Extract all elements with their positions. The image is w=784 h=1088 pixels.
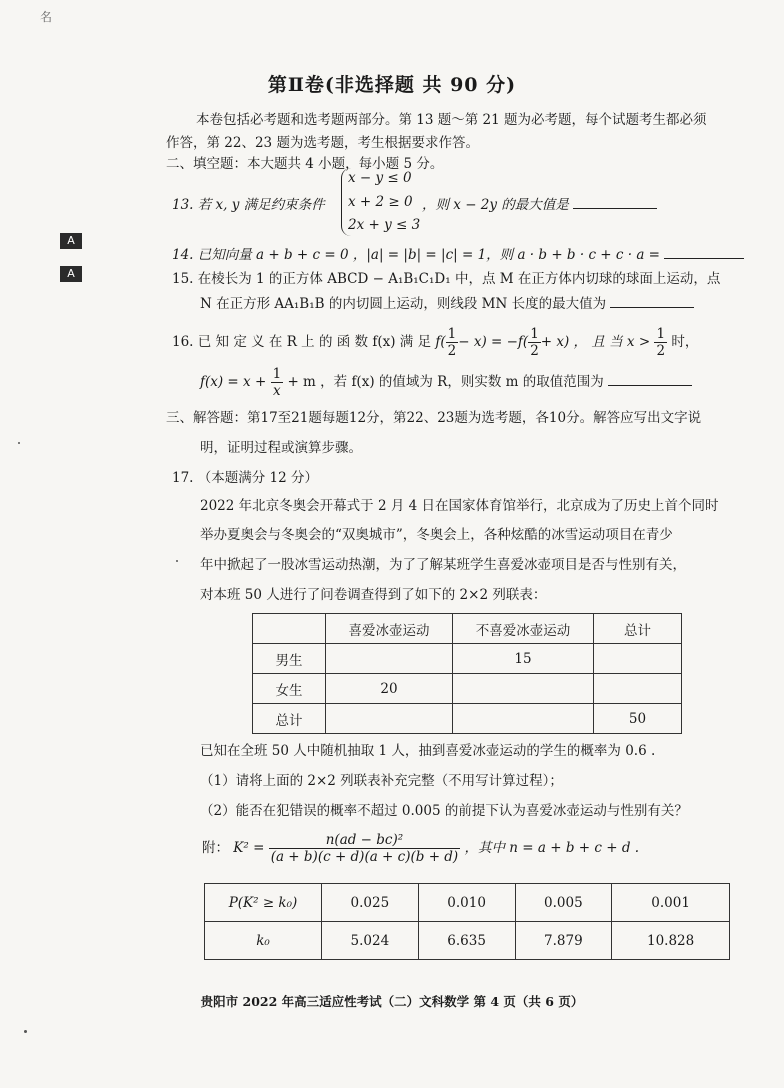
table-cell: 男生 xyxy=(253,644,326,674)
side-tab-marker: A xyxy=(60,233,82,249)
constraint-3: 2x + y ≤ 3 xyxy=(348,217,421,233)
scan-speck xyxy=(176,560,178,562)
fraction-numerator: 1 xyxy=(447,326,457,342)
table-header-cell: 不喜爱冰壶运动 xyxy=(453,614,594,644)
table-row xyxy=(253,704,682,734)
question-15-line2 xyxy=(200,292,694,312)
section-title: 第Ⅱ卷(非选择题 共 90 分) xyxy=(267,74,517,96)
question-13-text: 13. 若 x, y 满足约束条件 xyxy=(172,197,325,213)
side-tab-marker: A xyxy=(60,266,82,282)
question-16-mid2: + x) ， 且 当 x > xyxy=(540,334,651,350)
fraction-denominator: 2 xyxy=(530,343,539,359)
table-row xyxy=(253,644,682,674)
answer-blank xyxy=(610,307,694,308)
formula-line xyxy=(202,832,639,865)
table-cell: 5.024 xyxy=(322,922,419,960)
table-header-row xyxy=(253,614,682,644)
question-16-line2 xyxy=(200,366,692,399)
fraction-one-over-x xyxy=(271,366,284,399)
answer-blank xyxy=(664,258,744,259)
page-footer: 贵阳市 2022 年高三适应性考试（二）文科数学 第 4 页（共 6 页） xyxy=(200,994,584,1009)
fraction-denominator: 2 xyxy=(447,343,457,359)
formula-numerator: n(ad − bc)² xyxy=(269,832,461,849)
question-17-sub2: （2）能否在犯错误的概率不超过 0.005 的前提下认为喜爱冰壶运动与性别有关？ xyxy=(200,803,688,819)
constraint-2: x + 2 ≥ 0 xyxy=(348,194,413,210)
table-cell xyxy=(453,704,594,734)
table-row xyxy=(205,884,730,922)
fraction-half xyxy=(446,326,459,359)
table-cell: k₀ xyxy=(205,922,322,960)
question-16-line1 xyxy=(172,326,698,359)
formula-label: 附： xyxy=(202,840,229,856)
table-cell: 0.025 xyxy=(322,884,419,922)
table-cell: 0.001 xyxy=(612,884,730,922)
scan-speck xyxy=(18,442,20,444)
formula-denominator: (a + b)(c + d)(a + c)(b + d) xyxy=(270,849,459,865)
table-header-cell: 总计 xyxy=(594,614,682,644)
question-17-para: 对本班 50 人进行了问卷调查得到了如下的 2×2 列联表： xyxy=(200,587,547,603)
intro-text: 作答，第 22、23 题为选考题，考生根据要求作答。 xyxy=(166,135,479,151)
answer-blank xyxy=(608,385,692,386)
table-row xyxy=(253,674,682,704)
table-cell xyxy=(594,644,682,674)
table-cell: P(K² ≥ k₀) xyxy=(205,884,322,922)
formula-fraction xyxy=(269,832,461,865)
question-16-cond: f( xyxy=(435,334,446,350)
question-15-line1: 15. 在棱长为 1 的正方体 ABCD − A₁B₁C₁D₁ 中，点 M 在正方体内切球的球面上运动，点 xyxy=(172,271,721,287)
answer-blank xyxy=(573,208,657,209)
question-17-para: 2022 年北京冬奥会开幕式于 2 月 4 日在国家体育馆举行，北京成为了历史上首个同时 xyxy=(200,498,719,514)
table-cell xyxy=(326,704,453,734)
question-14-text: 14. 已知向量 a + b + c = 0 ，|a| = |b| = |c| = 1，则 a · b + b · c + c · a = xyxy=(172,247,660,263)
table-cell xyxy=(453,674,594,704)
question-17-para: 年中掀起了一股冰雪运动热潮，为了了解某班学生喜爱冰壶项目是否与性别有关， xyxy=(200,557,686,573)
question-13-ask-text: ，则 x − 2y 的最大值是 xyxy=(422,197,569,213)
fraction-numerator: 1 xyxy=(530,326,539,342)
fill-in-section-heading: 二、填空题：本大题共 4 小题，每小题 5 分。 xyxy=(166,156,444,172)
table-cell xyxy=(594,674,682,704)
solution-section-heading: 三、解答题：第17至21题每题12分，第22、23题为选考题，各10分。解答应写出文字说 xyxy=(166,410,702,426)
question-17-sub1: （1）请将上面的 2×2 列联表补充完整（不用写计算过程）； xyxy=(200,773,563,789)
question-17-head: 17. （本题满分 12 分） xyxy=(172,470,319,486)
fraction-half xyxy=(528,326,541,359)
question-16-pre: 16. 已 知 定 义 在 R 上 的 函 数 f(x) 满 足 xyxy=(172,334,432,350)
table-cell xyxy=(326,644,453,674)
table-cell: 10.828 xyxy=(612,922,730,960)
critical-value-table xyxy=(204,883,730,960)
question-13-ask xyxy=(422,193,657,213)
fraction-denominator: 2 xyxy=(656,343,666,359)
solution-section-heading-cont: 明，证明过程或演算步骤。 xyxy=(200,440,362,456)
question-16-line2-b: + m ，若 f(x) 的值域为 R，则实数 m 的取值范围为 xyxy=(287,374,604,390)
table-cell: 7.879 xyxy=(515,922,612,960)
table-cell: 女生 xyxy=(253,674,326,704)
question-14 xyxy=(172,243,744,263)
formula-tail: ，其中 n = a + b + c + d . xyxy=(464,840,640,856)
table-cell: 20 xyxy=(326,674,453,704)
table-cell: 0.005 xyxy=(515,884,612,922)
intro-text: 本卷包括必考题和选考题两部分。第 13 题～第 21 题为必考题，每个试题考生都必须 xyxy=(196,112,707,128)
constraint-1: x − y ≤ 0 xyxy=(348,170,412,186)
fraction-numerator: 1 xyxy=(656,326,666,342)
fraction-denominator: x xyxy=(273,383,281,399)
contingency-table xyxy=(252,613,682,734)
table-cell: 6.635 xyxy=(418,922,515,960)
corner-mark: 名 xyxy=(40,10,53,24)
table-header-cell: 喜爱冰壶运动 xyxy=(326,614,453,644)
table-row xyxy=(205,922,730,960)
question-16-tail: 时， xyxy=(671,334,699,350)
question-17-para: 举办夏奥会与冬奥会的“双奥城市”，冬奥会上，各种炫酷的冰雪运动项目在青少 xyxy=(200,527,673,543)
question-15-line2-text: N 在正方形 AA₁B₁B 的内切圆上运动，则线段 MN 长度的最大值为 xyxy=(200,296,607,312)
table-cell: 0.010 xyxy=(418,884,515,922)
table-cell: 50 xyxy=(594,704,682,734)
fraction-half xyxy=(654,326,667,359)
table-cell: 15 xyxy=(453,644,594,674)
table-cell: 总计 xyxy=(253,704,326,734)
formula-lhs: K² = xyxy=(233,840,265,856)
question-16-mid1: − x) = −f( xyxy=(458,334,529,350)
question-17-given: 已知在全班 50 人中随机抽取 1 人，抽到喜爱冰壶运动的学生的概率为 0.6 . xyxy=(200,743,656,759)
fraction-numerator: 1 xyxy=(272,366,282,382)
question-16-line2-a: f(x) = x + xyxy=(200,374,267,390)
scan-speck xyxy=(24,1030,27,1033)
table-header-cell xyxy=(253,614,326,644)
